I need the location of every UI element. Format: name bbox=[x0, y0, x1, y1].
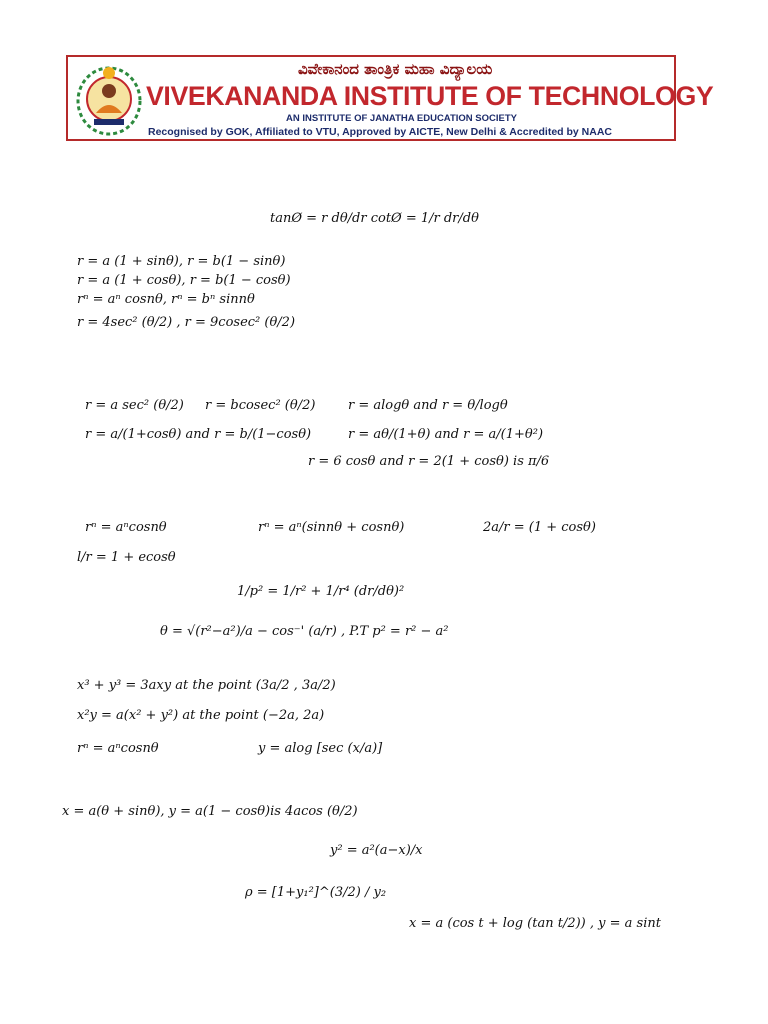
equation-alog: r = alogθ and r = θ/logθ bbox=[348, 398, 508, 413]
equation-pedal: 1/p² = 1/r² + 1/r⁴ (dr/dθ)² bbox=[237, 584, 405, 599]
equation-cardioid-sin: r = a (1 + sinθ), r = b(1 − sinθ) bbox=[77, 254, 286, 269]
equation-rn-cos: rⁿ = aⁿcosnθ bbox=[85, 520, 167, 535]
equation-conic-ecos: l/r = 1 + ecosθ bbox=[77, 550, 176, 565]
equation-conics: r = a/(1+cosθ) and r = b/(1−cosθ) bbox=[85, 427, 312, 442]
equation-theta-pt: θ = √(r²−a²)/a − cos⁻' (a/r) , P.T p² = r² − a² bbox=[160, 624, 449, 639]
equation-folium: x³ + y³ = 3axy at the point (3a/2 , 3a/2) bbox=[77, 678, 336, 693]
equation-rn-cos-2: rⁿ = aⁿcosnθ bbox=[77, 741, 159, 756]
institute-name: VIVEKANANDA INSTITUTE OF TECHNOLOGY bbox=[146, 81, 714, 111]
equation-angle-pi6: r = 6 cosθ and r = 2(1 + cosθ) is π/6 bbox=[308, 454, 550, 469]
equation-y-squared: y² = a²(a−x)/x bbox=[330, 843, 423, 858]
equation-cycloid: x = a(θ + sinθ), y = a(1 − cosθ)is 4acos (θ/2) bbox=[62, 804, 358, 819]
equation-a-theta: r = aθ/(1+θ) and r = a/(1+θ²) bbox=[348, 427, 544, 442]
equation-x2y: x²y = a(x² + y²) at the point (−2a, 2a) bbox=[77, 708, 325, 723]
kannada-title: ವಿವೇಕಾನಂದ ತಾಂತ್ರಿಕ ಮಹಾ ವಿದ್ಯಾಲಯ bbox=[298, 60, 493, 78]
equation-curvature: ρ = [1+y₁²]^(3/2) / y₂ bbox=[245, 885, 387, 900]
institute-banner bbox=[66, 55, 714, 141]
equation-tan-cot: tanØ = r dθ/dr cotØ = 1/r dr/dθ bbox=[270, 211, 479, 226]
equation-rn-sin-cos: rⁿ = aⁿ(sinnθ + cosnθ) bbox=[258, 520, 405, 535]
equation-sec-cosec: r = 4sec² (θ/2) , r = 9cosec² (θ/2) bbox=[77, 315, 296, 330]
equation-tractrix: x = a (cos t + log (tan t/2)) , y = a sint bbox=[409, 916, 661, 931]
society-line: AN INSTITUTE OF JANATHA EDUCATION SOCIETY bbox=[286, 113, 517, 124]
equation-a-sec: r = a sec² (θ/2) bbox=[85, 398, 184, 413]
equation-log-sec: y = alog [sec (x/a)] bbox=[258, 741, 383, 756]
institute-logo bbox=[74, 61, 144, 137]
equation-parabola: 2a/r = (1 + cosθ) bbox=[483, 520, 596, 535]
equation-rose-curves: rⁿ = aⁿ cosnθ, rⁿ = bⁿ sinnθ bbox=[77, 292, 255, 307]
accreditation-line: Recognised by GOK, Affiliated to VTU, Approved by AICTE, New Delhi & Accredited by NAAC bbox=[148, 126, 612, 138]
equation-b-cosec: r = bcosec² (θ/2) bbox=[205, 398, 316, 413]
equation-cardioid-cos: r = a (1 + cosθ), r = b(1 − cosθ) bbox=[77, 273, 291, 288]
